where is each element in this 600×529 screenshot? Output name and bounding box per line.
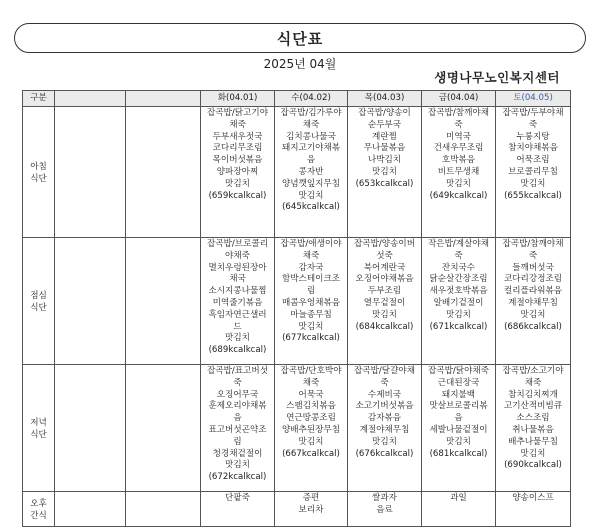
menu-item: 콩자반 xyxy=(298,166,324,177)
menu-item: 비트무생채 xyxy=(437,166,480,177)
menu-item: 맛김치 xyxy=(372,436,397,447)
menu-item: 맛살브로콜리볶 xyxy=(429,401,488,412)
menu-item: 돼지고기야채볶 xyxy=(281,143,341,154)
menu-item: 맛김치 xyxy=(372,309,397,320)
row-label-line: 저녁 xyxy=(30,417,47,428)
menu-item: 맛김치 xyxy=(298,321,324,332)
menu-item: 훈제오리야채볶 xyxy=(208,401,267,412)
menu-item: 무나물볶음 xyxy=(363,143,406,154)
row-label-line: 오후 xyxy=(30,498,47,509)
snack-row xyxy=(23,492,571,527)
menu-item: 매콤우엉채볶음 xyxy=(281,297,341,308)
row-label-line: 점심 xyxy=(30,290,47,301)
menu-item: 나박김치 xyxy=(367,155,402,166)
menu-cell-sat xyxy=(496,492,571,527)
blank-cell xyxy=(126,238,201,365)
menu-item: (671kcalkcal) xyxy=(429,321,488,332)
menu-item: 죽 xyxy=(454,119,463,130)
menu-item: 컬리플라워볶음 xyxy=(503,286,563,297)
corner-label: 구분 xyxy=(23,91,55,107)
menu-item: 맛김치 xyxy=(298,436,324,447)
menu-item: 증편 xyxy=(302,493,320,503)
menu-item: 돼지불백 xyxy=(441,389,476,400)
menu-cell-thu xyxy=(348,107,422,238)
menu-item: 잡곡밥/달걀야채 xyxy=(353,366,415,376)
row-label xyxy=(23,238,55,365)
row-label-line: 식단 xyxy=(30,429,47,440)
blank-cell xyxy=(55,107,126,238)
menu-cell-thu xyxy=(348,365,422,492)
dinner-row xyxy=(23,365,571,492)
row-label-line: 식단 xyxy=(30,302,47,313)
menu-item: 소시지콩나물찜 xyxy=(208,286,267,297)
menu-item: (667kcalkcal) xyxy=(282,448,340,459)
menu-item: 오징어야채볶음 xyxy=(355,274,414,285)
menu-item: 계절야채무침 xyxy=(359,424,410,435)
menu-item: 오징어무국 xyxy=(216,389,259,400)
menu-item: 세발나물겉절이 xyxy=(429,424,488,435)
menu-item: 참치야채볶음 xyxy=(508,143,558,154)
menu-item: (686kcalkcal) xyxy=(504,321,562,332)
blank-column-header xyxy=(126,91,201,107)
row-label xyxy=(23,365,55,492)
blank-cell xyxy=(55,492,126,527)
menu-item: 야채죽 xyxy=(225,250,250,261)
menu-item: (676kcalkcal) xyxy=(355,448,414,459)
blank-cell xyxy=(126,107,201,238)
menu-item: (672kcalkcal) xyxy=(208,472,267,483)
row-label xyxy=(23,492,55,527)
menu-item: 채죽 xyxy=(302,119,320,130)
menu-item: 잡곡밥/단호박야 xyxy=(280,366,342,376)
menu-item: 목이버섯볶음 xyxy=(212,155,263,166)
menu-item: 죽 xyxy=(380,377,389,388)
menu-item: 두부새우젓국 xyxy=(212,131,263,142)
month-label: 2025년 04월 xyxy=(263,57,337,71)
menu-item: 맛김치 xyxy=(446,178,471,189)
day-header-thu: 목(04.03) xyxy=(348,91,422,107)
menu-item: 죽 xyxy=(528,250,538,261)
menu-item: 건새우무조림 xyxy=(433,143,484,154)
menu-item: 맛김치 xyxy=(298,190,324,201)
menu-item: 잡곡밥/양송이버 xyxy=(353,239,415,249)
menu-item: 어묵국 xyxy=(298,389,324,400)
menu-item: 마늘종무침 xyxy=(290,309,332,320)
menu-cell-sat xyxy=(496,238,571,365)
menu-item: 잡곡밥/두부야채 xyxy=(502,108,564,118)
menu-item: 계란찜 xyxy=(372,131,397,142)
menu-cell-tue xyxy=(201,238,275,365)
menu-item: 소고기버섯볶음 xyxy=(355,401,414,412)
menu-item: 잡곡밥/닭고기야 xyxy=(206,108,268,118)
menu-item: 양송이스프 xyxy=(512,493,554,503)
menu-item: 과일 xyxy=(450,493,467,503)
menu-item: 채죽 xyxy=(302,250,320,261)
menu-item: 림 xyxy=(233,436,242,447)
menu-cell-tue xyxy=(201,492,275,527)
menu-item: (653kcalkcal) xyxy=(355,178,414,189)
menu-item: 작은밥/계살야채 xyxy=(427,239,489,249)
header-row xyxy=(23,91,571,107)
menu-item: 북어계란국 xyxy=(363,262,406,273)
menu-cell-wed xyxy=(275,492,348,527)
menu-cell-fri xyxy=(422,492,496,527)
menu-item: 맛김치 xyxy=(520,448,546,459)
menu-item: 드 xyxy=(233,321,242,332)
menu-item: 맛김치 xyxy=(520,178,546,189)
menu-item: 감자국 xyxy=(298,262,324,273)
menu-item: 닭순살간장조림 xyxy=(429,274,488,285)
blank-cell xyxy=(55,238,126,365)
menu-item: 근대된장국 xyxy=(437,377,480,388)
menu-item: 미역국 xyxy=(446,131,471,142)
menu-item: (677kcalkcal) xyxy=(282,333,340,344)
title-box xyxy=(14,23,586,53)
menu-cell-fri xyxy=(422,365,496,492)
menu-item: (689kcalkcal) xyxy=(208,345,267,356)
menu-item: 음 xyxy=(306,155,316,166)
menu-item: 고기산적비빔큐 xyxy=(503,401,563,412)
menu-item: 새우젓호박볶음 xyxy=(429,286,488,297)
menu-item: 맛김치 xyxy=(446,309,471,320)
menu-item: 들깨버섯국 xyxy=(512,262,554,273)
day-header-wed: 수(04.02) xyxy=(275,91,348,107)
menu-item: 음 xyxy=(233,413,242,424)
menu-cell-wed xyxy=(275,365,348,492)
menu-cell-sat xyxy=(496,365,571,492)
menu-item: 채죽 xyxy=(524,377,542,388)
menu-item: 청경채겉절이 xyxy=(212,448,263,459)
blank-column-header xyxy=(55,91,126,107)
menu-item: 맛김치 xyxy=(225,333,250,344)
menu-item: 호박볶음 xyxy=(441,155,476,166)
menu-item: 양념깻잎지무침 xyxy=(281,178,341,189)
menu-item: 취나물볶음 xyxy=(512,424,554,435)
menu-item: 잡곡밥/참깨야채 xyxy=(502,239,564,249)
menu-item: 배추나물무침 xyxy=(508,436,558,447)
menu-item: 채죽 xyxy=(229,119,246,130)
menu-item: (681kcalkcal) xyxy=(429,448,488,459)
menu-item: 단팥죽 xyxy=(225,493,250,503)
menu-item: 림 xyxy=(306,286,316,297)
day-header-fri: 금(04.04) xyxy=(422,91,496,107)
menu-item: 순두부국 xyxy=(367,119,402,130)
menu-item: 잡곡밥/닭야채죽 xyxy=(427,366,489,376)
menu-item: 맛김치 xyxy=(225,460,250,471)
menu-item: 잡곡밥/표고버섯 xyxy=(206,366,268,376)
menu-item: 맛김치 xyxy=(520,309,546,320)
menu-item: 잡곡밥/김가루야 xyxy=(280,108,342,118)
menu-item: 코다리무조림 xyxy=(212,143,263,154)
menu-cell-thu xyxy=(348,492,422,527)
menu-item: 수제비국 xyxy=(367,389,402,400)
menu-item: 함박스테이크조 xyxy=(281,274,341,285)
menu-item: (655kcalkcal) xyxy=(504,190,562,201)
menu-cell-wed xyxy=(275,238,348,365)
menu-item: 브로콜리무침 xyxy=(508,166,558,177)
menu-item: 잡곡밥/양송이 xyxy=(358,108,411,118)
menu-item: 맛김치 xyxy=(372,166,397,177)
menu-cell-tue xyxy=(201,107,275,238)
menu-item: 죽 xyxy=(454,250,463,261)
menu-item: 죽 xyxy=(233,377,242,388)
menu-item: 참치김치찌개 xyxy=(508,389,558,400)
page-title: 식단표 xyxy=(276,29,324,48)
menu-item: (649kcalkcal) xyxy=(429,190,488,201)
day-header-tue: 화(04.01) xyxy=(201,91,275,107)
menu-item: 누룽지탕 xyxy=(516,131,550,142)
blank-cell xyxy=(126,365,201,492)
center-name: 생명나무노인복지센터 xyxy=(434,70,560,85)
menu-cell-wed xyxy=(275,107,348,238)
menu-item: 스팸김치볶음 xyxy=(286,401,336,412)
menu-item: 알배기겉절이 xyxy=(433,297,484,308)
menu-item: 코다리강정조림 xyxy=(503,274,563,285)
menu-item: 두부조림 xyxy=(367,286,402,297)
row-label-line: 식단 xyxy=(30,173,47,184)
menu-item: 감자볶음 xyxy=(367,413,402,424)
menu-item: 섯죽 xyxy=(376,250,393,261)
menu-item: 채국 xyxy=(229,274,246,285)
menu-item: 멸치우렁된장아 xyxy=(208,262,267,273)
menu-item: 잡곡밥/브로콜리 xyxy=(206,239,268,249)
menu-item: 잡곡밥/참깨야채 xyxy=(427,108,489,118)
menu-cell-tue xyxy=(201,365,275,492)
day-header-sat: 토(04.05) xyxy=(496,91,571,107)
menu-item: 맛김치 xyxy=(446,436,471,447)
menu-item: 양배추된장무침 xyxy=(281,424,341,435)
menu-item: 보리차 xyxy=(298,504,324,515)
row-label-line: 간식 xyxy=(30,510,47,521)
menu-table xyxy=(22,90,571,527)
menu-item: 열무겉절이 xyxy=(363,297,406,308)
menu-item: 흑임자연근샐러 xyxy=(208,309,267,320)
menu-item: (645kcalkcal) xyxy=(282,202,340,213)
menu-item: 양파장아찌 xyxy=(216,166,259,177)
breakfast-row xyxy=(23,107,571,238)
menu-item: (690kcalkcal) xyxy=(504,460,562,471)
lunch-row xyxy=(23,238,571,365)
menu-item: 음료 xyxy=(376,504,393,515)
menu-item: 죽 xyxy=(528,119,538,130)
menu-item: 잔치국수 xyxy=(441,262,476,273)
menu-item: 잡곡밥/애생이야 xyxy=(280,239,342,249)
menu-cell-fri xyxy=(422,238,496,365)
menu-item: 잡곡밥/소고기야 xyxy=(502,366,564,376)
menu-item: 맛김치 xyxy=(225,178,250,189)
menu-item: 미역줄기볶음 xyxy=(212,297,263,308)
menu-item: 쌀과자 xyxy=(372,493,397,503)
row-label xyxy=(23,107,55,238)
menu-item: 계절야채무침 xyxy=(508,297,558,308)
row-label-line: 아침 xyxy=(30,161,47,172)
menu-item: 채죽 xyxy=(302,377,320,388)
menu-item: 김치콩나물국 xyxy=(286,131,336,142)
blank-cell xyxy=(126,492,201,527)
blank-cell xyxy=(55,365,126,492)
menu-item: (684kcalkcal) xyxy=(355,321,414,332)
menu-item: 음 xyxy=(454,413,463,424)
menu-cell-thu xyxy=(348,238,422,365)
menu-cell-fri xyxy=(422,107,496,238)
menu-item: 연근땅콩조림 xyxy=(286,413,336,424)
menu-item: 표고버섯곤약조 xyxy=(208,424,267,435)
menu-item: (659kcalkcal) xyxy=(208,190,267,201)
menu-item: 소스조림 xyxy=(516,413,550,424)
menu-cell-sat xyxy=(496,107,571,238)
menu-item: 어묵조림 xyxy=(516,155,550,166)
